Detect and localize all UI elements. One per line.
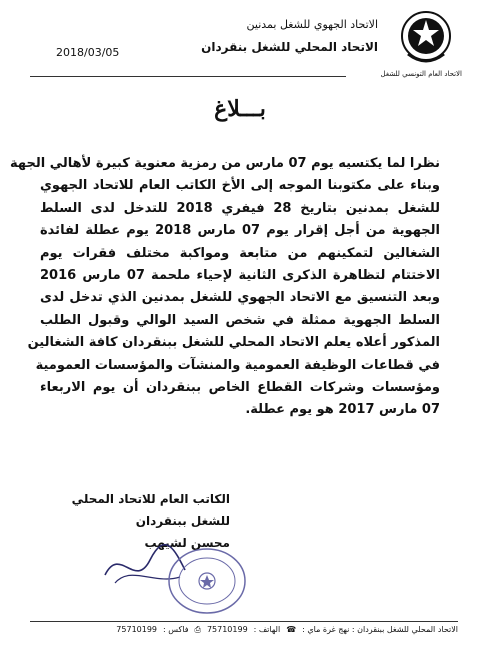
signature-org: للشغل ببنقردان [135,514,230,528]
local-union-name: الاتحاد المحلي للشغل بنقردان [201,40,378,54]
body-line: السلط الجهوية ممثلة في شخص السيد الوالي وقبول الطلب [40,312,440,328]
union-logo-icon [400,8,452,68]
footer-contact [30,621,458,635]
footer-fax: 75710199 [116,625,158,634]
body-line: الجهوية من أجل إقرار يوم 07 مارس 2018 يوم عطلة لفائدة [40,223,440,239]
body-line: 07 مارس 2017 هو يوم عطلة. [245,402,440,418]
header-rule [30,70,462,82]
body-line: المذكور أعلاه يعلم الاتحاد المحلي للشغل ببنقردان كافة الشغالين [27,335,440,351]
document-title: بـــلاغ [214,96,266,122]
signature-name: محسن لشيهب [144,536,230,550]
body-line: في قطاعات الوظيفة العمومية والمنشآت والمؤسسات العمومية [35,357,440,373]
document-date: 2018/03/05 [56,46,120,59]
fax-icon: ⎙ [194,625,201,634]
footer-phone-label: الهاتف : [253,625,281,634]
official-stamp-icon [165,545,249,617]
body-line: الشغالين لتمكينهم من متابعة ومواكبة مختلف فقرات يوم [40,245,440,261]
body-line: وبناء على مكتوبنا الموجه إلى الأخ الكاتب العام للاتحاد الجهوي [40,178,440,194]
body-line: للشغل بمدنين بتاريخ 28 فيفري 2018 للتدخل لدى السلط [40,200,441,216]
general-union-name: الاتحاد العام التونسي للشغل [380,70,462,78]
body-line: نظرا لما يكتسيه يوم 07 مارس من رمزية معنوية كبيرة لأهالي الجهة [10,156,440,171]
footer-address: الاتحاد المحلي للشغل ببنقردان : نهج غرة ماي : [302,625,458,634]
footer-fax-label: فاكس : [163,625,189,634]
header-divider [30,76,346,77]
announcement-body [10,153,441,422]
regional-union-name: الاتحاد الجهوي للشغل بمدنين [246,18,378,31]
signature-title: الكاتب العام للاتحاد المحلي [71,492,230,506]
body-line: الاختتام لتظاهرة الذكرى الثانية لإحياء ملحمة 07 مارس 2016 [40,268,441,284]
body-line: ومؤسسات وشركات القطاع الخاص ببنقردان أن يوم الاربعاء [40,380,440,396]
phone-icon: ☎ [286,625,297,634]
footer-phone: 75710199 [206,625,248,634]
body-line: وبعد التنسيق مع الاتحاد الجهوي للشغل بمدنين الذي تدخل لدى [40,290,440,306]
